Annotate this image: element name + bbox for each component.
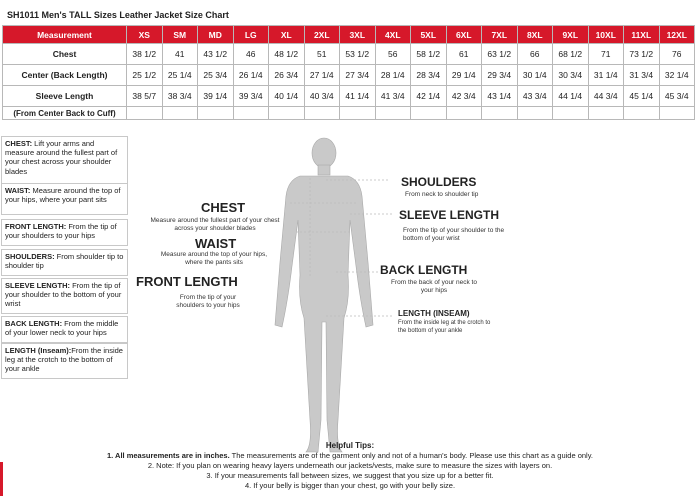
header-size: 2XL xyxy=(304,26,340,44)
table-cell: 25 3/4 xyxy=(198,65,234,86)
chart-title: SH1011 Men's TALL Sizes Leather Jacket Size Chart xyxy=(7,10,229,20)
diagram-desc-front-length: From the tip of your shoulders to your hips xyxy=(176,294,240,309)
table-cell: 45 3/4 xyxy=(659,86,695,107)
diagram-label-waist: WAIST xyxy=(195,236,237,251)
header-size: 9XL xyxy=(553,26,589,44)
tip-4: 4. If your belly is bigger than your chest, go with your belly size. xyxy=(244,481,456,490)
definition-chest: CHEST: Lift your arms and measure around the fullest part of your chest across your shoulder blades xyxy=(1,136,128,184)
diagram-label-inseam: LENGTH (INSEAM) xyxy=(398,309,470,318)
header-size: 6XL xyxy=(446,26,482,44)
row-label: Center (Back Length) xyxy=(3,65,127,86)
table-cell: 41 1/4 xyxy=(340,86,376,107)
table-cell: 41 xyxy=(162,44,198,65)
table-cell: 30 1/4 xyxy=(517,65,553,86)
table-cell: 28 1/4 xyxy=(375,65,411,86)
table-cell: 63 1/2 xyxy=(482,44,518,65)
table-cell: 28 3/4 xyxy=(411,65,447,86)
table-cell: 43 1/4 xyxy=(482,86,518,107)
table-cell: 44 3/4 xyxy=(588,86,624,107)
table-cell: 25 1/4 xyxy=(162,65,198,86)
table-cell: 43 3/4 xyxy=(517,86,553,107)
header-size: LG xyxy=(233,26,269,44)
diagram-label-back-length: BACK LENGTH xyxy=(380,263,468,277)
table-cell: 51 xyxy=(304,44,340,65)
header-size: 11XL xyxy=(624,26,660,44)
row-label: (From Center Back to Cuff) xyxy=(3,107,127,120)
diagram-label-shoulders: SHOULDERS xyxy=(401,175,477,189)
diagram-label-chest: CHEST xyxy=(201,200,246,215)
table-cell: 66 xyxy=(517,44,553,65)
row-label: Chest xyxy=(3,44,127,65)
table-cell: 31 1/4 xyxy=(588,65,624,86)
definition-inseam: LENGTH (Inseam):From the inside leg at the crotch to the bottom of your ankle xyxy=(1,343,128,379)
definition-back-length: BACK LENGTH: From the middle of your lower neck to your hips xyxy=(1,316,128,343)
table-cell: 39 3/4 xyxy=(233,86,269,107)
table-cell: 68 1/2 xyxy=(553,44,589,65)
header-size: 8XL xyxy=(517,26,553,44)
diagram-desc-sleeve-length: From the tip of your shoulder to the bottom of your wrist xyxy=(403,227,505,242)
table-cell: 53 1/2 xyxy=(340,44,376,65)
header-size: XS xyxy=(127,26,163,44)
table-cell: 73 1/2 xyxy=(624,44,660,65)
header-size: 5XL xyxy=(411,26,447,44)
definition-waist: WAIST: Measure around the top of your hips, where your pant sits xyxy=(1,183,128,215)
tip-1: 1. All measurements are in inches. The measurements are of the garment only and not of a human's body. Please use this chart as a guide only. xyxy=(106,451,593,460)
tips-title: Helpful Tips: xyxy=(325,441,375,450)
table-cell: 26 1/4 xyxy=(233,65,269,86)
table-cell: 27 1/4 xyxy=(304,65,340,86)
diagram-desc-waist: Measure around the top of your hips, where the pants sits xyxy=(160,251,268,266)
table-cell: 30 3/4 xyxy=(553,65,589,86)
table-cell: 29 3/4 xyxy=(482,65,518,86)
diagram-label-sleeve-length: SLEEVE LENGTH xyxy=(399,208,500,222)
header-size: 10XL xyxy=(588,26,624,44)
row-label: Sleeve Length xyxy=(3,86,127,107)
table-cell: 32 1/4 xyxy=(659,65,695,86)
table-cell: 40 3/4 xyxy=(304,86,340,107)
table-cell: 45 1/4 xyxy=(624,86,660,107)
table-cell: 38 3/4 xyxy=(162,86,198,107)
definition-front-length: FRONT LENGTH: From the tip of your shoulders to your hips xyxy=(1,219,128,246)
table-cell: 46 xyxy=(233,44,269,65)
table-cell: 58 1/2 xyxy=(411,44,447,65)
table-cell: 38 5/7 xyxy=(127,86,163,107)
table-cell: 40 1/4 xyxy=(269,86,305,107)
header-size: MD xyxy=(198,26,234,44)
table-cell: 61 xyxy=(446,44,482,65)
tip-3: 3. If your measurements fall between sizes, we suggest that you size up for a better fit. xyxy=(206,471,494,480)
table-cell: 25 1/2 xyxy=(127,65,163,86)
table-cell: 39 1/4 xyxy=(198,86,234,107)
table-cell: 31 3/4 xyxy=(624,65,660,86)
table-cell: 42 1/4 xyxy=(411,86,447,107)
tip-2: 2. Note: If you plan on wearing heavy layers underneath our jackets/vests, make sure to measure the sizes with layers on. xyxy=(147,461,553,470)
diagram-label-front-length: FRONT LENGTH xyxy=(136,274,238,289)
header-size: 4XL xyxy=(375,26,411,44)
table-cell: 43 1/2 xyxy=(198,44,234,65)
header-size: 12XL xyxy=(659,26,695,44)
diagram-desc-chest: Measure around the fullest part of your chest across your shoulder blades xyxy=(150,217,280,232)
diagram-desc-shoulders: From neck to shoulder tip xyxy=(405,191,479,198)
table-cell: 42 3/4 xyxy=(446,86,482,107)
table-cell: 29 1/4 xyxy=(446,65,482,86)
table-cell: 26 3/4 xyxy=(269,65,305,86)
diagram-desc-back-length: From the back of your neck to your hips xyxy=(391,279,477,294)
header-size: 3XL xyxy=(340,26,376,44)
table-cell: 27 3/4 xyxy=(340,65,376,86)
header-size: 7XL xyxy=(482,26,518,44)
table-cell: 38 1/2 xyxy=(127,44,163,65)
table-cell: 48 1/2 xyxy=(269,44,305,65)
header-size: SM xyxy=(162,26,198,44)
table-cell: 56 xyxy=(375,44,411,65)
table-cell: 76 xyxy=(659,44,695,65)
accent-bar xyxy=(0,462,3,496)
header-size: XL xyxy=(269,26,305,44)
table-cell: 44 1/4 xyxy=(553,86,589,107)
table-cell: 41 3/4 xyxy=(375,86,411,107)
definition-shoulders: SHOULDERS: From shoulder tip to shoulder tip xyxy=(1,249,128,276)
diagram-desc-inseam: From the inside leg at the crotch to the bottom of your ankle xyxy=(398,320,491,334)
header-measurement: Measurement xyxy=(3,26,127,44)
definition-sleeve-length: SLEEVE LENGTH: From the tip of your shoulder to the bottom of your wrist xyxy=(1,278,128,314)
helpful-tips xyxy=(0,441,700,491)
table-cell: 71 xyxy=(588,44,624,65)
